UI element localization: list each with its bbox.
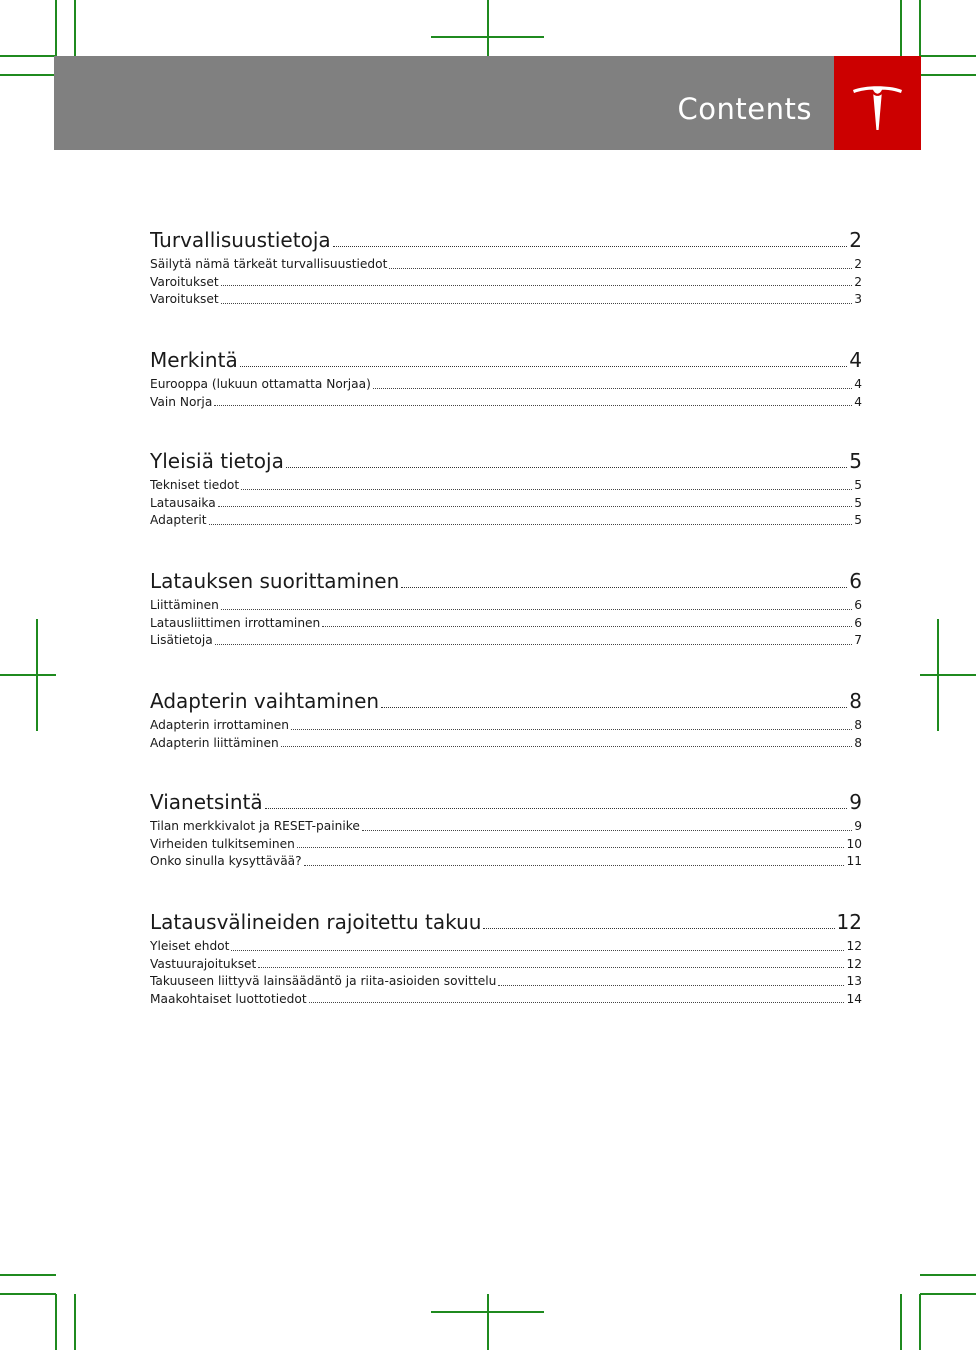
toc-entry-page: 8	[854, 735, 862, 750]
toc-entry-page: 5	[854, 478, 862, 492]
toc-entry[interactable]	[150, 512, 862, 530]
toc-entry-page: 6	[854, 615, 862, 630]
toc-entry[interactable]	[150, 256, 862, 274]
toc-entry-title: Onko sinulla kysyttävää?	[150, 854, 302, 868]
toc-section-page: 4	[849, 348, 862, 372]
toc-entry[interactable]	[150, 853, 862, 871]
dot-leader	[221, 284, 853, 286]
toc-section	[150, 447, 862, 530]
toc-entry[interactable]	[150, 394, 862, 412]
toc-entry[interactable]	[150, 291, 862, 309]
registration-mark	[0, 674, 56, 676]
toc-entry[interactable]	[150, 836, 862, 854]
crop-mark	[919, 1294, 921, 1350]
toc-entry-title: Lisätietoja	[150, 633, 213, 647]
toc-entry-title: Eurooppa (lukuun ottamatta Norjaa)	[150, 377, 371, 391]
toc-section-page: 9	[849, 790, 862, 814]
toc-section-page: 6	[849, 569, 862, 593]
toc-entry-page: 3	[854, 292, 862, 306]
toc-entry-title: Säilytä nämä tärkeät turvallisuustiedot	[150, 257, 388, 271]
page-title: Contents	[677, 92, 812, 126]
dot-leader	[214, 404, 852, 406]
dot-leader	[304, 864, 845, 866]
toc-section-heading[interactable]	[150, 788, 862, 816]
dot-leader	[286, 466, 847, 468]
toc-section-title: Vianetsintä	[150, 790, 263, 814]
toc-section-heading[interactable]	[150, 447, 862, 475]
toc-entry-list	[150, 818, 862, 871]
toc-entry[interactable]	[150, 991, 862, 1009]
toc-section-title: Adapterin vaihtaminen	[150, 689, 380, 713]
toc-entry[interactable]	[150, 615, 862, 633]
registration-mark	[487, 0, 489, 56]
toc-entry-list	[150, 717, 862, 752]
toc-entry-page: 5	[854, 513, 862, 527]
registration-mark	[487, 1294, 489, 1350]
toc-entry-page: 14	[846, 991, 862, 1006]
crop-mark	[0, 55, 56, 57]
toc-entry-page: 4	[854, 377, 862, 391]
toc-entry[interactable]	[150, 477, 862, 495]
toc-section-page: 2	[849, 228, 862, 252]
toc-section-title: Yleisiä tietoja	[150, 449, 284, 473]
toc-entry[interactable]	[150, 956, 862, 974]
toc-entry[interactable]	[150, 735, 862, 753]
toc-entry[interactable]	[150, 632, 862, 650]
toc-entry-list	[150, 597, 862, 650]
toc-entry-list	[150, 376, 862, 411]
toc-entry[interactable]	[150, 376, 862, 394]
toc-entry[interactable]	[150, 495, 862, 513]
brand-logo-box	[834, 56, 921, 150]
dot-leader	[231, 949, 844, 951]
crop-mark	[920, 1293, 976, 1295]
dot-leader	[265, 807, 848, 809]
dot-leader	[240, 365, 848, 367]
toc-section-title: Merkintä	[150, 348, 238, 372]
toc-entry-title: Latausaika	[150, 495, 216, 510]
crop-mark	[0, 1274, 56, 1276]
dot-leader	[389, 267, 852, 269]
dot-leader	[362, 829, 852, 831]
crop-mark	[920, 74, 976, 76]
dot-leader	[322, 625, 852, 627]
header-bar	[54, 56, 834, 150]
toc-entry-page: 9	[854, 819, 862, 833]
toc-entry-title: Adapterit	[150, 513, 207, 527]
toc-entry-page: 7	[854, 633, 862, 647]
toc-entry-list	[150, 938, 862, 1008]
toc-entry-title: Takuuseen liittyvä lainsäädäntö ja riita-asioiden sovittelu	[150, 974, 497, 988]
toc-entry[interactable]	[150, 973, 862, 991]
toc-section	[150, 687, 862, 752]
toc-section	[150, 788, 862, 871]
crop-mark	[55, 0, 57, 56]
toc-entry-page: 8	[854, 718, 862, 732]
crop-mark	[900, 0, 902, 56]
tesla-logo-icon	[851, 86, 904, 130]
crop-mark	[920, 55, 976, 57]
toc-entry[interactable]	[150, 818, 862, 836]
toc-section-page: 8	[849, 689, 862, 713]
toc-entry-title: Maakohtaiset luottotiedot	[150, 991, 307, 1006]
toc-entry-list	[150, 256, 862, 309]
dot-leader	[498, 984, 844, 986]
dot-leader	[258, 966, 844, 968]
toc-entry-page: 4	[854, 394, 862, 409]
dot-leader	[215, 643, 852, 645]
toc-entry-page: 6	[854, 598, 862, 612]
toc-section-title: Latauksen suorittaminen	[150, 569, 400, 593]
dot-leader	[218, 505, 852, 507]
dot-leader	[221, 302, 853, 304]
toc-entry[interactable]	[150, 938, 862, 956]
toc-entry-page: 10	[846, 836, 862, 851]
dot-leader	[281, 745, 853, 747]
toc-section-page: 5	[849, 449, 862, 473]
dot-leader	[221, 608, 852, 610]
toc-section	[150, 226, 862, 309]
toc-entry-title: Tilan merkkivalot ja RESET-painike	[150, 819, 360, 833]
crop-mark	[919, 0, 921, 56]
dot-leader	[333, 245, 848, 247]
toc-entry-title: Yleiset ehdot	[150, 939, 230, 953]
toc-entry-page: 12	[846, 956, 862, 971]
crop-mark	[74, 1294, 76, 1350]
toc-entry[interactable]	[150, 597, 862, 615]
toc-section-heading[interactable]	[150, 687, 862, 715]
toc-entry-title: Adapterin liittäminen	[150, 735, 279, 750]
toc-entry-page: 13	[846, 974, 862, 988]
toc-entry-title: Varoitukset	[150, 292, 219, 306]
dot-leader	[241, 488, 852, 490]
toc-entry-title: Vain Norja	[150, 394, 213, 409]
toc-entry-page: 5	[854, 495, 862, 510]
dot-leader	[381, 706, 847, 708]
toc-entry-title: Adapterin irrottaminen	[150, 718, 289, 732]
toc-section-title: Latausvälineiden rajoitettu takuu	[150, 910, 482, 934]
crop-mark	[74, 0, 76, 56]
dot-leader	[297, 846, 845, 848]
crop-mark	[0, 74, 56, 76]
crop-mark	[900, 1294, 902, 1350]
toc-entry-title: Vastuurajoitukset	[150, 956, 257, 971]
dot-leader	[401, 586, 847, 588]
toc-section-heading[interactable]	[150, 567, 862, 595]
toc-section-title: Turvallisuustietoja	[150, 228, 331, 252]
crop-mark	[55, 1294, 57, 1350]
dot-leader	[309, 1001, 845, 1003]
toc-entry-title: Latausliittimen irrottaminen	[150, 615, 321, 630]
toc-entry-page: 11	[846, 854, 862, 868]
dot-leader	[291, 728, 852, 730]
toc-entry-title: Liittäminen	[150, 598, 219, 612]
toc-entry-title: Virheiden tulkitseminen	[150, 836, 295, 851]
toc-section	[150, 567, 862, 650]
toc-section-heading[interactable]	[150, 908, 862, 936]
toc-entry-list	[150, 477, 862, 530]
toc-section-heading[interactable]	[150, 226, 862, 254]
crop-mark	[0, 1293, 56, 1295]
crop-mark	[920, 1274, 976, 1276]
toc-entry-page: 2	[854, 274, 862, 289]
toc-section	[150, 908, 862, 1008]
toc-entry-page: 2	[854, 257, 862, 271]
toc-entry-page: 12	[846, 939, 862, 953]
toc-entry-title: Varoitukset	[150, 274, 219, 289]
toc-entry-title: Tekniset tiedot	[150, 478, 240, 492]
registration-mark	[920, 674, 976, 676]
dot-leader	[209, 523, 853, 525]
dot-leader	[483, 927, 834, 929]
toc-entry[interactable]	[150, 717, 862, 735]
toc-section-heading[interactable]	[150, 346, 862, 374]
dot-leader	[373, 387, 852, 389]
toc-section-page: 12	[836, 910, 862, 934]
toc-section	[150, 346, 862, 411]
toc-entry[interactable]	[150, 274, 862, 292]
